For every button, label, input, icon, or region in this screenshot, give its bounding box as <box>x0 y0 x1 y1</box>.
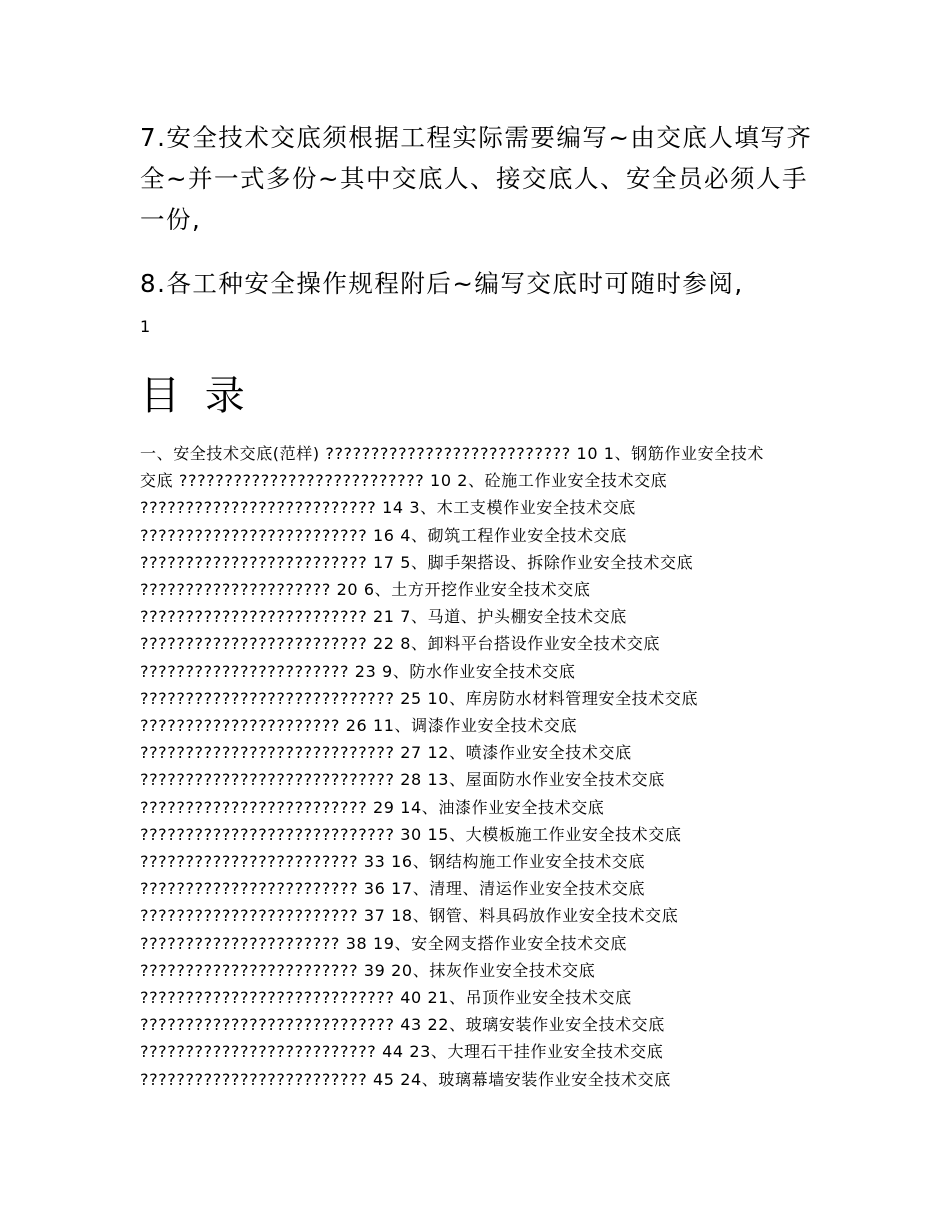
toc-line: ???????????????????????????? 40 21、吊顶作业安全技术交底 <box>140 988 632 1008</box>
toc-line: ????????????????????????? 21 7、马道、护头棚安全技术交底 <box>140 607 627 627</box>
toc-line: ??????????????????????? 23 9、防水作业安全技术交底 <box>140 661 576 681</box>
toc-line: ???????????????????????????? 28 13、屋面防水作业安全技术交底 <box>140 770 665 790</box>
toc-list <box>140 440 820 1093</box>
toc-line: ????????????????????????? 16 4、砌筑工程作业安全技术交底 <box>140 525 627 545</box>
toc-line: ???????????????????????? 37 18、钢管、料具码放作业安全技术交底 <box>140 906 679 926</box>
toc-title: 目 录 <box>140 373 251 419</box>
paragraph-item-7: 7.安全技术交底须根据工程实际需要编写~由交底人填写齐全~并一式多份~其中交底人、接交底人、安全员必须人手一份, <box>140 123 813 234</box>
toc-line: ????????????????????????? 17 5、脚手架搭设、拆除作业安全技术交底 <box>140 552 694 572</box>
toc-line: ???????????????????????????? 25 10、库房防水材料管理安全技术交底 <box>140 688 699 708</box>
toc-line: ???????????????????????????? 27 12、喷漆作业安全技术交底 <box>140 743 632 763</box>
toc-line: ????????????????????????? 45 24、玻璃幕墙安装作业安全技术交底 <box>140 1069 671 1089</box>
paragraph-item-8: 8.各工种安全操作规程附后~编写交底时可随时参阅, <box>140 269 744 298</box>
toc-line: ????????????????????? 20 6、土方开挖作业安全技术交底 <box>140 580 591 600</box>
toc-line: ????????????????????????? 29 14、油漆作业安全技术交底 <box>140 797 605 817</box>
toc-line: ???????????????????????? 33 16、钢结构施工作业安全技术交底 <box>140 852 646 872</box>
toc-line: ?????????????????????? 26 11、调漆作业安全技术交底 <box>140 716 578 736</box>
toc-line: 一、安全技术交底(范样) ??????????????????????????? 10 1、钢筋作业安全技术 <box>140 444 764 463</box>
toc-line: ?????????????????????? 38 19、安全网支搭作业安全技术交底 <box>140 933 627 953</box>
toc-line: ???????????????????????????? 43 22、玻璃安装作业安全技术交底 <box>140 1015 665 1035</box>
toc-line: ???????????????????????? 36 17、清理、清运作业安全技术交底 <box>140 879 646 899</box>
toc-line: ???????????????????????????? 30 15、大模板施工作业安全技术交底 <box>140 824 682 844</box>
page-number: 1 <box>140 317 151 336</box>
toc-line: ?????????????????????????? 14 3、木工支模作业安全技术交底 <box>140 498 636 518</box>
toc-line: ?????????????????????????? 44 23、大理石干挂作业安全技术交底 <box>140 1042 664 1062</box>
toc-line: ????????????????????????? 22 8、卸料平台搭设作业安全技术交底 <box>140 634 661 654</box>
toc-line: ???????????????????????? 39 20、抹灰作业安全技术交底 <box>140 960 596 980</box>
toc-line: 交底 ??????????????????????????? 10 2、砼施工作业安全技术交底 <box>140 471 668 491</box>
